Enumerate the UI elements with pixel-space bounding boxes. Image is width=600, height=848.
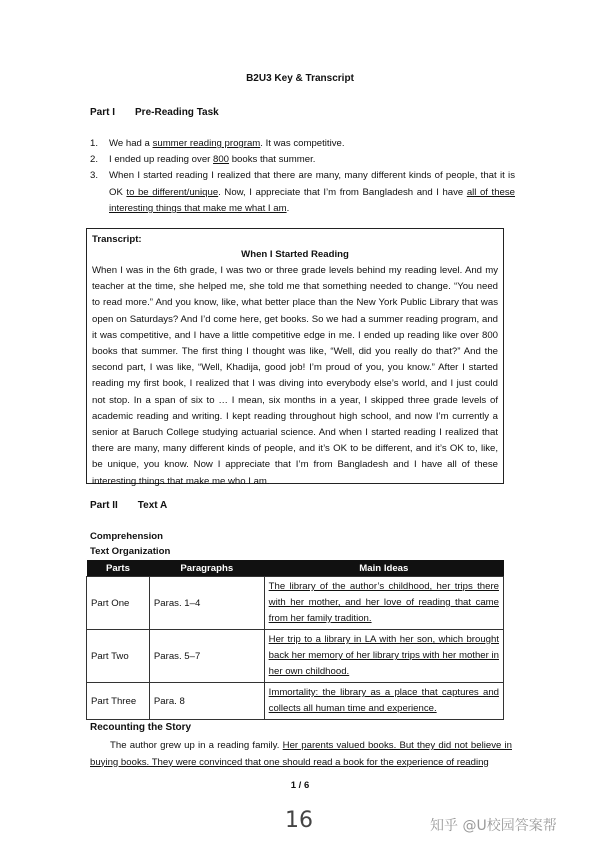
- answer-text: books that summer.: [229, 154, 316, 165]
- item-number: 1.: [90, 138, 99, 149]
- answer-text: We had a: [109, 138, 153, 149]
- part1-label: Part I: [90, 107, 116, 118]
- part2-title: Text A: [137, 500, 168, 511]
- part-cell: Part Three: [87, 683, 150, 720]
- text-organization-table: [86, 560, 504, 720]
- part2-heading: [90, 500, 167, 511]
- answer-text: I ended up reading over: [109, 154, 214, 165]
- footer-number: 16: [285, 808, 313, 833]
- answer-key: to be different/unique: [126, 186, 219, 198]
- story-text: The author grew up in a reading family.: [110, 740, 283, 751]
- main-idea-text: The library of the author’s childhood, her trips there with her mother, and her love of reading that came from her family tradition.: [268, 581, 499, 624]
- story-answer: Her parents valued books. But they did not believe in buying books. They were convinced that one should read a book for the experience of reading: [90, 740, 512, 768]
- paragraphs-cell: Paras. 5–7: [149, 630, 264, 683]
- answer-item-1: [90, 136, 515, 153]
- main-idea-text: Her trip to a library in LA with her son, which brought back her memory of her library trips with her mother in her own childhood.: [268, 634, 499, 677]
- table-header-row: [87, 560, 504, 577]
- part2-label: Part II: [90, 500, 118, 511]
- part1-heading: [90, 107, 219, 118]
- watermark: 知乎 @U校园答案帮: [430, 818, 557, 834]
- answer-key: all of these interesting things that make me what I am: [109, 186, 515, 214]
- answer-text: . Now, I appreciate that I’m from Bangladesh and I have: [218, 186, 467, 198]
- document-title: B2U3 Key & Transcript: [246, 73, 354, 84]
- transcript-title: When I Started Reading: [241, 249, 349, 260]
- transcript-label: Transcript:: [92, 234, 142, 245]
- item-number: 2.: [90, 154, 99, 165]
- answer-text: . It was competitive.: [260, 138, 345, 149]
- answer-item-3: [90, 168, 515, 218]
- part1-title: Pre-Reading Task: [135, 107, 219, 118]
- answer-key: summer reading program: [152, 138, 261, 149]
- transcript-box: [86, 228, 504, 487]
- table-row: [87, 630, 504, 683]
- transcript-text: When I was in the 6th grade, I was two or three grade levels behind my reading level. And my teacher at the time, she helped me, she told me that something needed to change. “You need to read more.” And you know, like, what better place than the New York Public Library that was open on Saturdays? And I’d come here, get books. So we had a summer reading program, and it was competitive, and I have a little competitive edge in me. I ended up reading like over 800 books that summer. The first thing I thought was like, “Well, did you really do that?” And the second part, I was like, “Well, Khadija, good job! I’m proud of you, you know.” After I started reading my first book, I realized that I was diving into everybody else’s world, and I just could not stop. In a span of six to … I mean, six months in a year, I skipped three grade levels of academic reading and writing. I kept reading throughout high school, and now I’m currently a senior at Baruch College studying actuarial science. And when I started reading I realized that there are many, many different kinds of people, and it’s OK to be different, and it’s OK to, like, be unique, you know. Now I appreciate that I’m from Bangladesh and I have all of these interesting things that make me who I am.: [92, 265, 498, 487]
- paragraphs-cell: Paras. 1–4: [149, 577, 264, 630]
- table-row: [87, 683, 504, 720]
- part-cell: Part One: [87, 577, 150, 630]
- paragraphs-cell: Para. 8: [149, 683, 264, 720]
- column-header: Parts: [87, 560, 150, 577]
- part-cell: Part Two: [87, 630, 150, 683]
- main-idea-cell: [264, 577, 503, 630]
- main-idea-cell: [264, 630, 503, 683]
- column-header: Paragraphs: [149, 560, 264, 577]
- page-number: 1 / 6: [290, 780, 310, 791]
- main-idea-cell: [264, 683, 503, 720]
- answer-key: 800: [213, 154, 230, 165]
- recounting-heading: Recounting the Story: [90, 722, 192, 733]
- answer-text: .: [286, 203, 290, 214]
- item-number: 3.: [90, 170, 99, 181]
- answer-item-2: [90, 152, 515, 169]
- table-row: [87, 577, 504, 630]
- column-header: Main Ideas: [264, 560, 503, 577]
- recounting-paragraph: [90, 738, 512, 771]
- answer-text: When I started reading I realized that there are many, many different kinds of people, that it is OK: [109, 170, 515, 198]
- text-organization-heading: Text Organization: [90, 546, 171, 557]
- comprehension-heading: Comprehension: [90, 531, 164, 542]
- main-idea-text: Immortality: the library as a place that captures and collects all human time and experience.: [268, 687, 499, 714]
